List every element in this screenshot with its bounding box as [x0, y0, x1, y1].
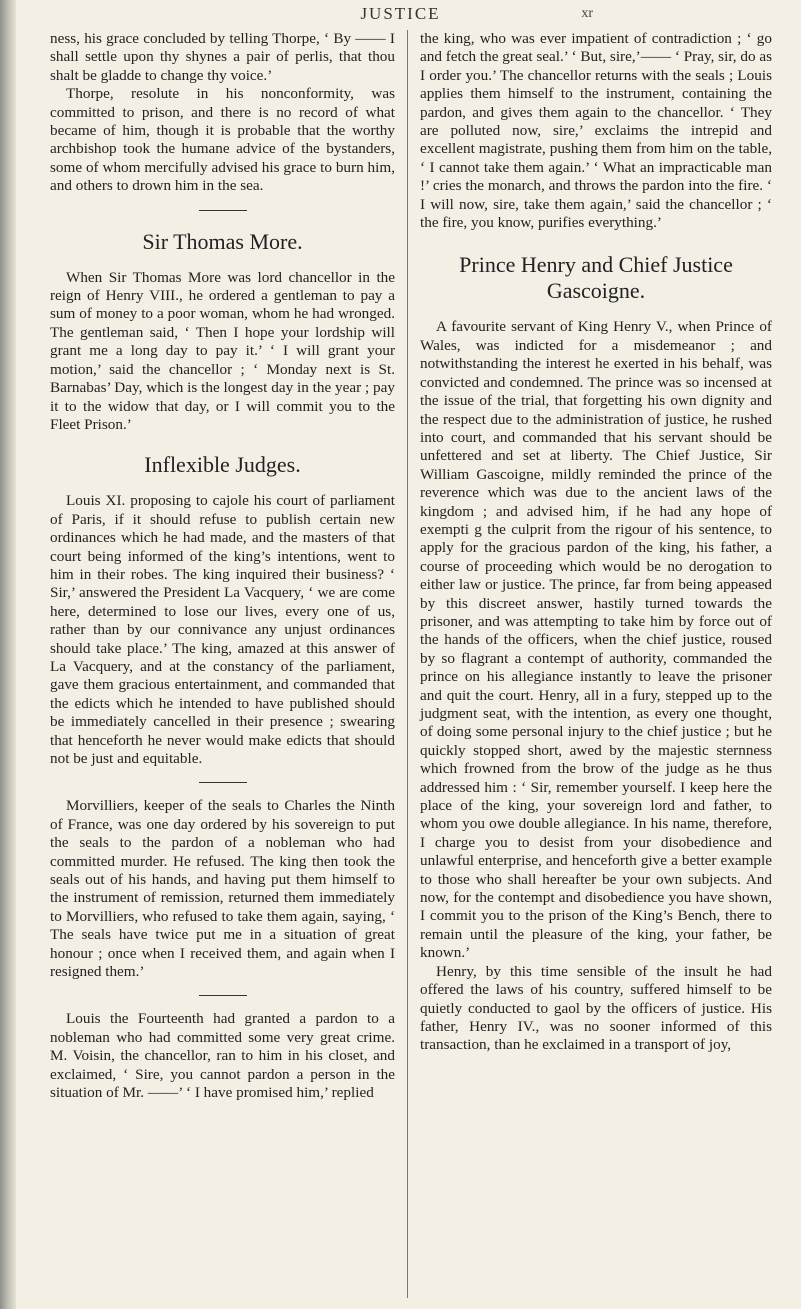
column-divider: [407, 30, 408, 1298]
page-number: xr: [581, 6, 593, 21]
paragraph: ness, his grace concluded by telling Thorpe, ‘ By —— I shall settle upon thy shynes a pair of perlis, that thou shalt be gladde to change thy voice.’: [50, 30, 395, 84]
section-heading-inflexible-judges: Inflexible Judges.: [144, 452, 301, 478]
section-rule: [199, 782, 247, 783]
paragraph: Henry, by this time sensible of the insult he had offered the laws of his country, suffered himself to be quietly conducted to gaol by the officers of justice. His father, Henry IV., was no sooner informed of this transaction, than he exclaimed in a transport of joy,: [420, 962, 772, 1054]
paragraph: Morvilliers, keeper of the seals to Charles the Ninth of France, was one day ordered by his sovereign to put the seals to the pardon of a nobleman who had committed murder. He refused. The king then took the seals out of his hands, and having put them himself to the instrument of remission, returned them immediately to Morvilliers, who refused to take them again, saying, ‘ The seals have twice put me in a situation of great honour ; once when I received them, and again when I resigned them.’: [50, 797, 395, 981]
paragraph: Thorpe, resolute in his nonconformity, was committed to prison, and there is no record of what became of him, though it is probable that the worthy archbishop took the humane advice of the bystanders, some of whom mercifully advised his grace to burn him, and others to drown him in the sea.: [50, 85, 395, 195]
heading-line: Gascoigne.: [546, 278, 646, 304]
paragraph: Louis the Fourteenth had granted a pardon to a nobleman who had committed some very great crime. M. Voisin, the chancellor, ran to him in his closet, and exclaimed, ‘ Sire, you cannot pardon a person in the situation of Mr. ——’ ‘ I have promised him,’ replied: [50, 1010, 395, 1102]
heading-line: Prince Henry and Chief Justice: [459, 252, 733, 278]
left-column: [50, 30, 395, 1103]
section-heading-prince-henry: [420, 252, 772, 304]
paragraph: A favourite servant of King Henry V., when Prince of Wales, was indicted for a misdemeanor ; and notwithstanding the interest he exerted in his behalf, was convicted and condemned. The prince was so incensed at the issue of the trial, that forgetting his own dignity and the respect due to the administration of justice, he rushed into court, and commanded that his servant should be unfettered and set at liberty. The Chief Justice, Sir William Gascoigne, mildly reminded the prince of the reverence which was due to the ancient laws of the kingdom ; and advised him, if he had any hope of exempti g the culprit from the rigour of his sentence, to apply for the gracious pardon of the king, his father, a course of proceeding which would be no derogation to either law or justice. The prince, far from being appeased by this discreet answer, hastily turned towards the prisoner, and was attempting to take him by force out of the hands of the officers, when the chief justice, roused by so flagrant a contempt of authority, commanded the prince on his allegiance instantly to leave the prisoner and quit the court. Henry, all in a fury, stepped up to the judgment seat, with the intention, as every one thought, of doing some personal injury to the chief justice ; but he quickly stopped short, awed by the majestic sternness which frowned from the brow of the judge as he thus addressed him : ‘ Sir, remember yourself. I keep here the place of the king, your sovereign lord and father, to whom you owe double allegiance. In his name, therefore, I charge you to desist from your disobedience and unlawful enterprise, and henceforth give a better example to those who shall hereafter be your own subjects. And now, for the contempt and disobedience you have shown, I commit you to the prison of the King’s Bench, there to remain until the pleasure of the king, your father, be known.’: [420, 318, 772, 962]
paragraph: When Sir Thomas More was lord chancellor in the reign of Henry VIII., he ordered a gentleman to pay a sum of money to a poor woman, whom he had wronged. The gentleman said, ‘ Then I hope your lordship will grant me a long day to pay it.’ ‘ I will grant your motion,’ said the chancellor ; ‘ Monday next is St. Barnabas’ Day, which is the longest day in the year ; pay it to the widow that day, or I will commit you to the Fleet Prison.’: [50, 268, 395, 433]
section-rule: [199, 995, 247, 996]
section-rule: [199, 210, 247, 211]
right-column: [420, 30, 772, 1055]
running-title: JUSTICE: [360, 4, 441, 23]
paragraph: the king, who was ever impatient of contradiction ; ‘ go and fetch the great seal.’ ‘ But, sire,’—— ‘ Pray, sir, do as I order you.’ The chancellor returns with the seals ; Louis applies them himself to the instrument, containing the pardon, and gives them again to the chancellor. ‘ They are polluted now, sire,’ exclaims the intrepid and excellent magistrate, pushing them from him on the table, ‘ I cannot take them again.’ ‘ What an impracticable man !’ cries the monarch, and throws the pardon into the fire. ‘ I will now, sire, take them again,’ said the chancellor ; ‘ the fire, you know, purifies everything.’: [420, 30, 772, 232]
section-heading-sir-thomas-more: Sir Thomas More.: [142, 228, 303, 254]
paragraph: Louis XI. proposing to cajole his court of parliament of Paris, if it should refuse to publish certain new ordinances which he had made, and the masters of that court being informed of the king’s intentions, went to him in their robes. The king inquired their business? ‘ Sir,’ answered the President La Vacquery, ‘ we are come here, determined to lose our lives, every one of us, rather than by our connivance any unjust ordinances should take place.’ The king, amazed at this answer of La Vacquery, and at the constancy of the parliament, gave them gracious entertainment, and commanded that the edicts which he intended to have published should be immediately cancelled in their presence ; swearing that henceforth he never would make edicts that should not be just and equitable.: [50, 492, 395, 767]
page-gutter-shadow: [0, 0, 16, 1309]
